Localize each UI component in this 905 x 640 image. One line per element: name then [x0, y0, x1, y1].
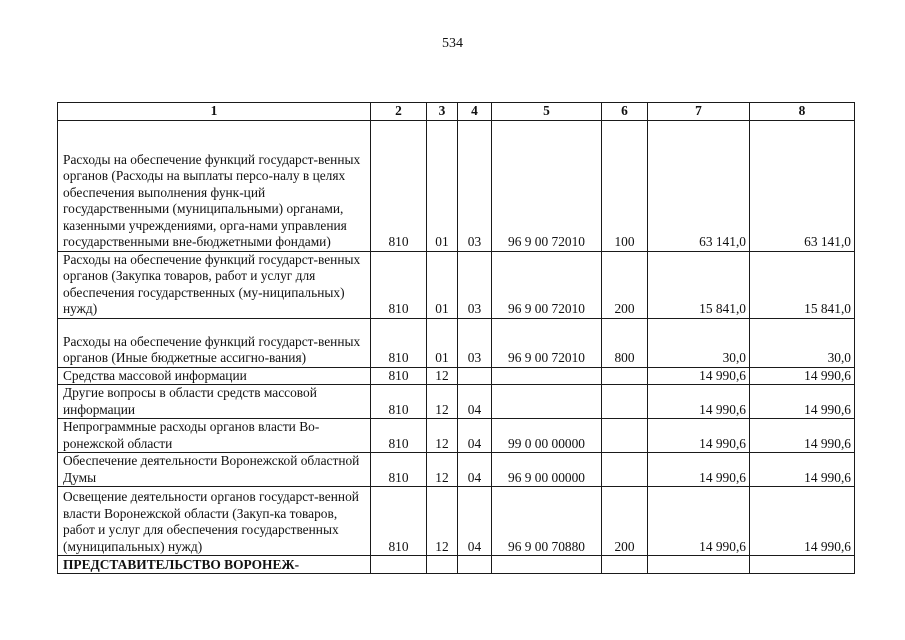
cell-section: [427, 556, 458, 574]
cell-expense-type: [602, 385, 648, 419]
header-col-3: 3: [427, 103, 458, 121]
cell-target-article: [492, 367, 602, 385]
cell-amount-total: 14 990,6: [750, 487, 855, 556]
header-col-1: 1: [58, 103, 371, 121]
cell-ministry-code: 810: [371, 487, 427, 556]
cell-amount: [648, 556, 750, 574]
cell-amount-total: 30,0: [750, 318, 855, 367]
cell-subsection: [458, 367, 492, 385]
budget-table: [57, 102, 855, 574]
cell-ministry-code: 810: [371, 367, 427, 385]
table-row: [58, 453, 855, 487]
cell-amount: 14 990,6: [648, 385, 750, 419]
cell-expense-type: [602, 556, 648, 574]
cell-amount-total: 14 990,6: [750, 453, 855, 487]
cell-name: ПРЕДСТАВИТЕЛЬСТВО ВОРОНЕЖ-: [58, 556, 371, 574]
cell-target-article: 96 9 00 72010: [492, 251, 602, 318]
cell-name: Расходы на обеспечение функций государст-венных органов (Расходы на выплаты персо-налу в целях обеспечения выполнения функ-ций государственными (муниципальными) органами, казенными учреждениями, орга-нами управления государственными вне-бюджетными фондами): [58, 120, 371, 251]
header-col-7: 7: [648, 103, 750, 121]
page-number: 534: [442, 36, 463, 51]
cell-ministry-code: 810: [371, 385, 427, 419]
cell-subsection: 04: [458, 453, 492, 487]
cell-name: Средства массовой информации: [58, 367, 371, 385]
cell-amount-total: 14 990,6: [750, 385, 855, 419]
table-row: [58, 556, 855, 574]
cell-target-article: 96 9 00 00000: [492, 453, 602, 487]
cell-amount-total: [750, 556, 855, 574]
table-body: [58, 120, 855, 574]
cell-ministry-code: 810: [371, 453, 427, 487]
cell-subsection: 03: [458, 120, 492, 251]
table-row: [58, 419, 855, 453]
header-col-6: 6: [602, 103, 648, 121]
cell-section: 12: [427, 487, 458, 556]
cell-expense-type: 200: [602, 487, 648, 556]
cell-section: 12: [427, 419, 458, 453]
cell-target-article: 99 0 00 00000: [492, 419, 602, 453]
cell-ministry-code: 810: [371, 251, 427, 318]
table-row: [58, 120, 855, 251]
cell-amount: 30,0: [648, 318, 750, 367]
header-col-5: 5: [492, 103, 602, 121]
cell-expense-type: 100: [602, 120, 648, 251]
cell-expense-type: 200: [602, 251, 648, 318]
cell-target-article: 96 9 00 72010: [492, 318, 602, 367]
cell-section: 12: [427, 385, 458, 419]
cell-amount: 63 141,0: [648, 120, 750, 251]
cell-target-article: [492, 385, 602, 419]
cell-name: Расходы на обеспечение функций государст-венных органов (Закупка товаров, работ и услуг для обеспечения государственных (му-ниципальных) нужд): [58, 251, 371, 318]
cell-name: Другие вопросы в области средств массовой информации: [58, 385, 371, 419]
header-row: [58, 103, 855, 121]
table-row: [58, 318, 855, 367]
cell-name: Непрограммные расходы органов власти Во-ронежской области: [58, 419, 371, 453]
cell-amount-total: 14 990,6: [750, 367, 855, 385]
cell-amount: 15 841,0: [648, 251, 750, 318]
cell-expense-type: 800: [602, 318, 648, 367]
cell-amount: 14 990,6: [648, 487, 750, 556]
header-col-2: 2: [371, 103, 427, 121]
cell-target-article: 96 9 00 70880: [492, 487, 602, 556]
cell-section: 01: [427, 251, 458, 318]
header-col-4: 4: [458, 103, 492, 121]
cell-expense-type: [602, 419, 648, 453]
cell-amount-total: 15 841,0: [750, 251, 855, 318]
cell-subsection: 03: [458, 318, 492, 367]
cell-subsection: 04: [458, 419, 492, 453]
table-row: [58, 367, 855, 385]
cell-target-article: [492, 556, 602, 574]
cell-ministry-code: 810: [371, 318, 427, 367]
cell-subsection: 04: [458, 385, 492, 419]
cell-ministry-code: [371, 556, 427, 574]
cell-amount-total: 14 990,6: [750, 419, 855, 453]
cell-section: 01: [427, 120, 458, 251]
cell-name: Обеспечение деятельности Воронежской областной Думы: [58, 453, 371, 487]
cell-subsection: 04: [458, 487, 492, 556]
table-row: [58, 487, 855, 556]
table-row: [58, 251, 855, 318]
cell-expense-type: [602, 453, 648, 487]
cell-section: 12: [427, 367, 458, 385]
cell-ministry-code: 810: [371, 120, 427, 251]
cell-amount: 14 990,6: [648, 453, 750, 487]
header-col-8: 8: [750, 103, 855, 121]
cell-amount-total: 63 141,0: [750, 120, 855, 251]
cell-name: Расходы на обеспечение функций государст-венных органов (Иные бюджетные ассигно-вания): [58, 318, 371, 367]
cell-section: 01: [427, 318, 458, 367]
cell-ministry-code: 810: [371, 419, 427, 453]
cell-target-article: 96 9 00 72010: [492, 120, 602, 251]
cell-section: 12: [427, 453, 458, 487]
cell-subsection: 03: [458, 251, 492, 318]
cell-subsection: [458, 556, 492, 574]
cell-amount: 14 990,6: [648, 367, 750, 385]
cell-expense-type: [602, 367, 648, 385]
cell-amount: 14 990,6: [648, 419, 750, 453]
table-row: [58, 385, 855, 419]
cell-name: Освещение деятельности органов государст-венной власти Воронежской области (Закуп-ка товаров, работ и услуг для обеспечения государственных (муниципальных) нужд): [58, 487, 371, 556]
